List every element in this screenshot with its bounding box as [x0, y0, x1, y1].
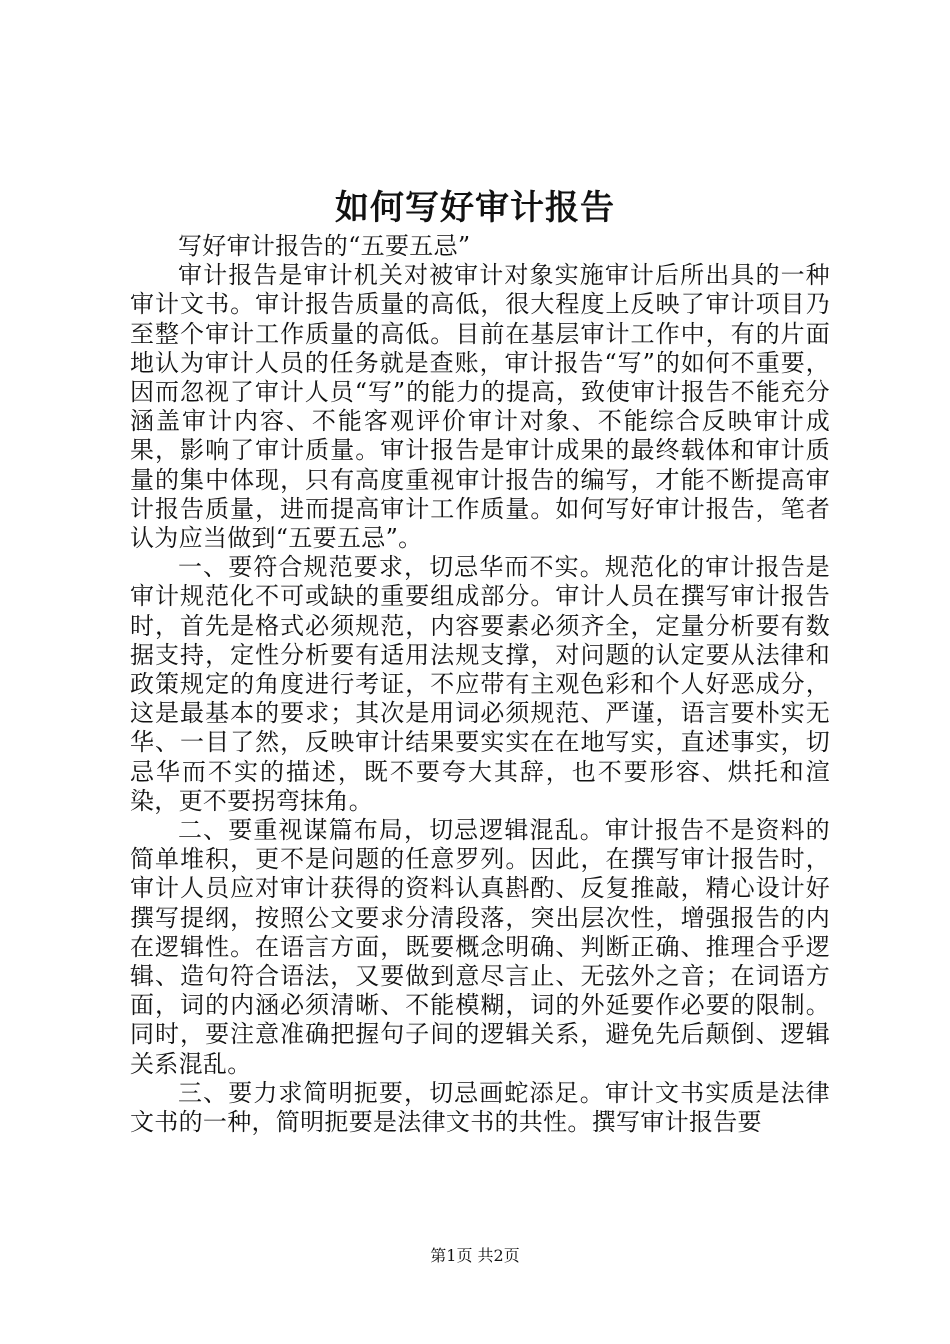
- intro-paragraph: 审计报告是审计机关对被审计对象实施审计后所出具的一种审计文书。审计报告质量的高低，很大程度上反映了审计项目乃至整个审计工作质量的高低。目前在基层审计工作中，有的片面地认为审计人员的任务就是查账，审计报告“写”的如何不重要，因而忽视了审计人员“写”的能力的提高，致使审计报告不能充分涵盖审计内容、不能客观评价审计对象、不能综合反映审计成果，影响了审计质量。审计报告是审计成果的最终载体和审计质量的集中体现，只有高度重视审计报告的编写，才能不断提高审计报告质量，进而提高审计工作质量。如何写好审计报告，笔者认为应当做到“五要五忌”。: [130, 261, 830, 553]
- page-footer: 第1页 共2页: [430, 1246, 520, 1265]
- section-three-paragraph: 三、要力求简明扼要，切忌画蛇添足。审计文书实质是法律文书的一种，简明扼要是法律文书的共性。撰写审计报告要: [130, 1078, 830, 1137]
- subtitle-paragraph: 写好审计报告的“五要五忌”: [178, 232, 471, 260]
- section-one-paragraph: 一、要符合规范要求，切忌华而不实。规范化的审计报告是审计规范化不可或缺的重要组成部分。审计人员在撰写审计报告时，首先是格式必须规范，内容要素必须齐全，定量分析要有数据支持，定性分析要有适用法规支撑，对问题的认定要从法律和政策规定的角度进行考证，不应带有主观色彩和个人好恶成分，这是最基本的要求；其次是用词必须规范、严谨，语言要朴实无华、一目了然，反映审计结果要实实在在地写实，直述事实，切忌华而不实的描述，既不要夸大其辞，也不要形容、烘托和渲染，更不要拐弯抹角。: [130, 553, 830, 815]
- section-two-paragraph: 二、要重视谋篇布局，切忌逻辑混乱。审计报告不是资料的简单堆积，更不是问题的任意罗列。因此，在撰写审计报告时，审计人员应对审计获得的资料认真斟酌、反复推敲，精心设计好撰写提纲，按照公文要求分清段落，突出层次性，增强报告的内在逻辑性。在语言方面，既要概念明确、判断正确、推理合乎逻辑、造句符合语法，又要做到意尽言止、无弦外之音；在词语方面，词的内涵必须清晰、不能模糊，词的外延要作必要的限制。同时，要注意准确把握句子间的逻辑关系，避免先后颠倒、逻辑关系混乱。: [130, 816, 830, 1078]
- document-body: [130, 232, 830, 1137]
- document-title: 如何写好审计报告: [335, 188, 615, 228]
